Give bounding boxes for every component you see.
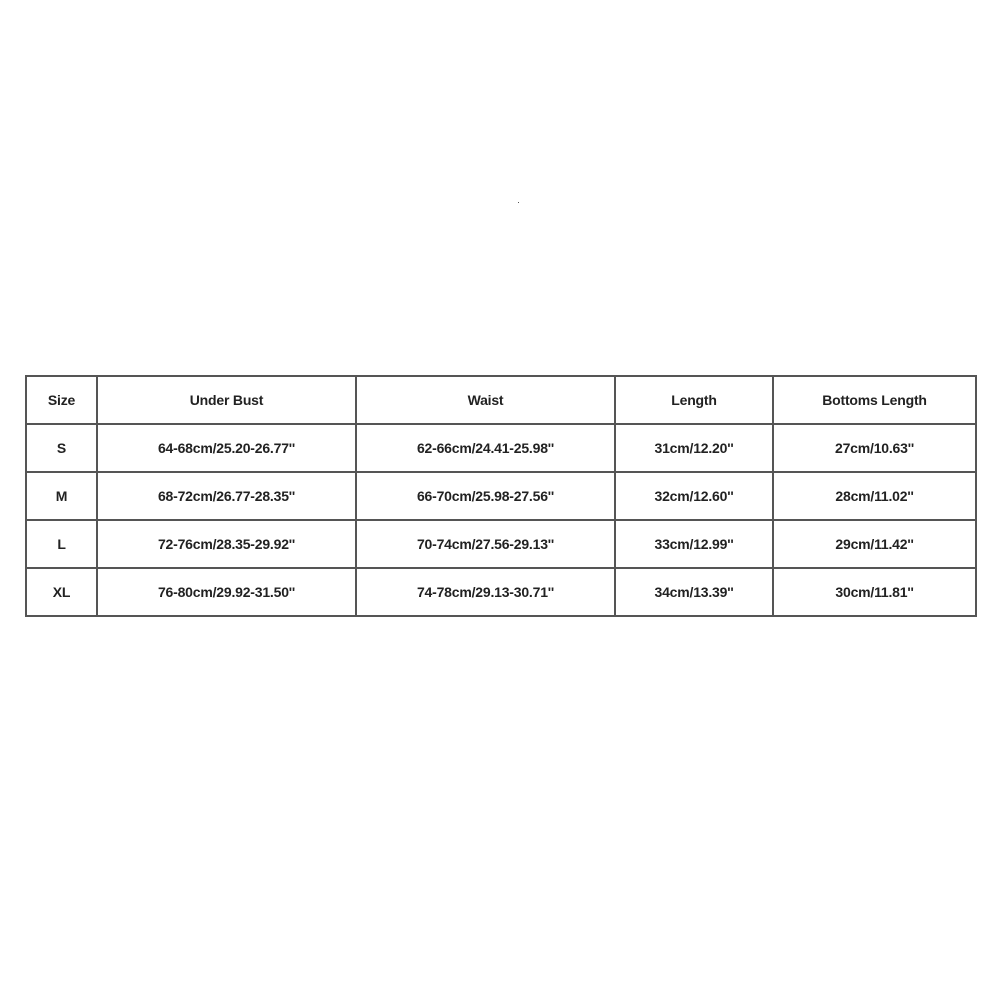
cell-bottoms-length: 27cm/10.63'' [773,424,976,472]
cell-size: M [26,472,97,520]
table-row [26,520,976,568]
cell-waist: 70-74cm/27.56-29.13'' [356,520,615,568]
header-length: Length [615,376,773,424]
table-row [26,424,976,472]
cell-length: 34cm/13.39'' [615,568,773,616]
header-under-bust: Under Bust [97,376,356,424]
cell-size: L [26,520,97,568]
cell-size: S [26,424,97,472]
cell-under-bust: 72-76cm/28.35-29.92'' [97,520,356,568]
stray-dot [518,202,519,203]
cell-under-bust: 64-68cm/25.20-26.77'' [97,424,356,472]
cell-bottoms-length: 30cm/11.81'' [773,568,976,616]
size-chart-table [25,375,977,617]
cell-length: 33cm/12.99'' [615,520,773,568]
cell-waist: 66-70cm/25.98-27.56'' [356,472,615,520]
header-row [26,376,976,424]
cell-under-bust: 76-80cm/29.92-31.50'' [97,568,356,616]
cell-under-bust: 68-72cm/26.77-28.35'' [97,472,356,520]
cell-length: 32cm/12.60'' [615,472,773,520]
header-waist: Waist [356,376,615,424]
cell-bottoms-length: 29cm/11.42'' [773,520,976,568]
cell-waist: 74-78cm/29.13-30.71'' [356,568,615,616]
table-row [26,472,976,520]
cell-size: XL [26,568,97,616]
cell-waist: 62-66cm/24.41-25.98'' [356,424,615,472]
cell-length: 31cm/12.20'' [615,424,773,472]
cell-bottoms-length: 28cm/11.02'' [773,472,976,520]
header-bottoms-length: Bottoms Length [773,376,976,424]
header-size: Size [26,376,97,424]
table-row [26,568,976,616]
